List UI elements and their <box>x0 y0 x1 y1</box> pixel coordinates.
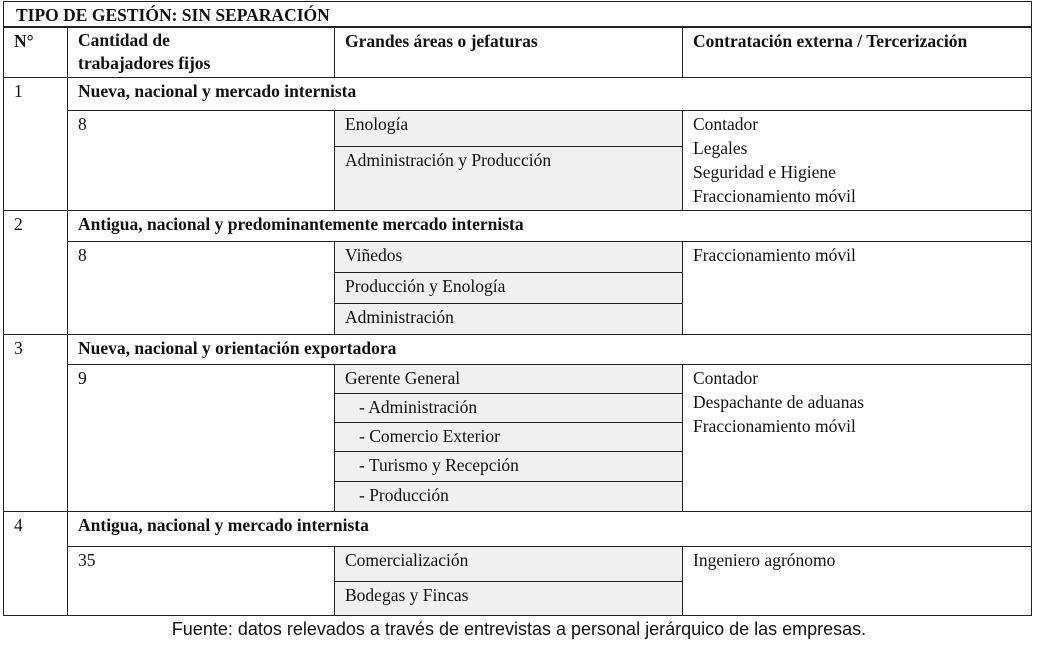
area-cell <box>334 110 683 147</box>
header-num-text: N° <box>14 31 34 51</box>
area-label: Enología <box>345 114 409 134</box>
group-number-cell <box>3 511 68 616</box>
group-title: Nueva, nacional y orientación exportadora <box>78 338 397 358</box>
area-label: Administración y Producción <box>345 150 552 170</box>
header-external-text: Contratación externa / Tercerización <box>693 31 968 51</box>
header-workers-line1: Cantidad de <box>78 30 170 50</box>
workers-count: 35 <box>78 550 96 570</box>
area-cell <box>334 364 683 394</box>
area-label: - Administración <box>359 397 478 417</box>
external-item: Ingeniero agrónomo <box>693 550 836 570</box>
area-cell <box>334 241 683 273</box>
workers-cell <box>67 364 335 512</box>
area-label: Viñedos <box>345 245 403 265</box>
header-external <box>682 27 1032 78</box>
source-caption: Fuente: datos relevados a través de entrevistas a personal jerárquico de las empresas. <box>171 619 867 639</box>
external-cell <box>682 241 1032 335</box>
area-cell <box>334 581 683 616</box>
area-label: Producción y Enología <box>345 276 506 296</box>
external-item: Legales <box>693 138 748 158</box>
workers-count: 9 <box>78 368 87 388</box>
header-workers-line2: trabajadores fijos <box>78 53 211 73</box>
group-title-row <box>67 511 1032 547</box>
area-label: - Producción <box>359 485 449 505</box>
external-cell <box>682 110 1032 211</box>
external-item: Contador <box>693 368 759 388</box>
group-number-cell <box>3 210 68 335</box>
area-cell <box>334 272 683 304</box>
group-number: 3 <box>14 338 23 358</box>
external-cell <box>682 364 1032 512</box>
group-title-row <box>67 210 1032 242</box>
workers-count: 8 <box>78 245 87 265</box>
header-workers <box>67 27 335 78</box>
group-title-row <box>67 77 1032 111</box>
area-cell <box>334 451 683 482</box>
workers-cell <box>67 241 335 335</box>
table-title: TIPO DE GESTIÓN: SIN SEPARACIÓN <box>4 3 1031 27</box>
external-item: Contador <box>693 114 759 134</box>
group-number-cell <box>3 334 68 512</box>
group-title: Antigua, nacional y mercado internista <box>78 515 369 535</box>
area-label: Comercialización <box>345 550 469 570</box>
group-number-cell <box>3 77 68 211</box>
area-cell <box>334 146 683 211</box>
area-label: Administración <box>345 307 454 327</box>
area-cell <box>334 481 683 512</box>
external-item: Fraccionamiento móvil <box>693 186 856 206</box>
area-cell <box>334 546 683 582</box>
external-cell <box>682 546 1032 616</box>
area-cell <box>334 422 683 452</box>
area-label: Gerente General <box>345 368 461 388</box>
external-item: Seguridad e Higiene <box>693 162 836 182</box>
workers-cell <box>67 110 335 211</box>
workers-count: 8 <box>78 114 87 134</box>
area-label: - Comercio Exterior <box>359 426 500 446</box>
external-item: Despachante de aduanas <box>693 392 865 412</box>
group-number: 1 <box>14 81 23 101</box>
header-areas-text: Grandes áreas o jefaturas <box>345 31 538 51</box>
header-areas <box>334 27 683 78</box>
area-cell <box>334 393 683 423</box>
group-title: Antigua, nacional y predominantemente mercado internista <box>78 214 524 234</box>
workers-cell <box>67 546 335 616</box>
area-label: Bodegas y Fincas <box>345 585 469 605</box>
group-number: 4 <box>14 515 23 535</box>
area-label: - Turismo y Recepción <box>359 455 519 475</box>
group-title: Nueva, nacional y mercado internista <box>78 81 357 101</box>
group-number: 2 <box>14 214 23 234</box>
header-num <box>3 27 68 78</box>
area-cell <box>334 303 683 335</box>
group-title-row <box>67 334 1032 365</box>
external-item: Fraccionamiento móvil <box>693 245 856 265</box>
external-item: Fraccionamiento móvil <box>693 416 856 436</box>
